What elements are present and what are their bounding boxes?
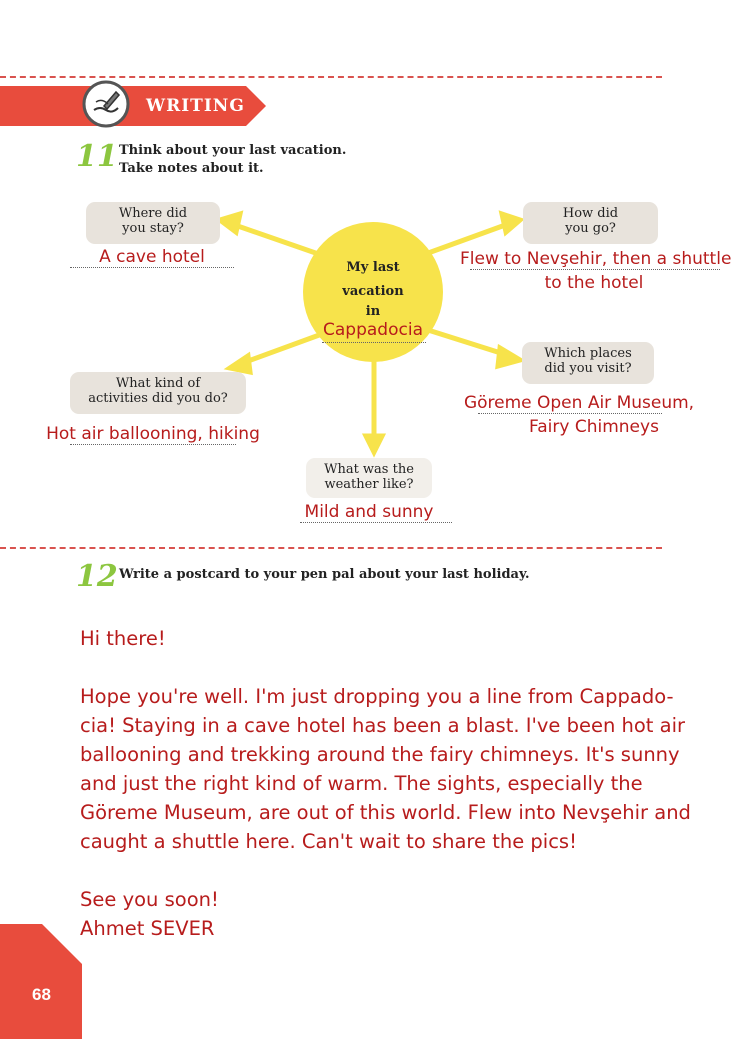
question-line: you go? — [565, 221, 616, 236]
postcard-line: and just the right kind of warm. The sights, especially the — [80, 772, 643, 795]
instruction-line: Take notes about it. — [119, 161, 264, 176]
postcard-signature: Ahmet SEVER — [80, 917, 215, 940]
question-line: What kind of — [115, 376, 201, 391]
arrow-go-head — [502, 214, 520, 232]
postcard-line — [80, 653, 720, 682]
middle-divider — [0, 547, 662, 549]
section-title: WRITING — [146, 96, 245, 116]
center-answer: Cappadocia — [323, 320, 423, 340]
instruction-line: Think about your last vacation. — [119, 143, 347, 158]
question-line: Where did — [118, 206, 188, 221]
question-line: did you visit? — [544, 361, 632, 376]
question-line: What was the — [324, 462, 414, 477]
postcard-line: cia! Staying in a cave hotel has been a blast. I've been hot air — [80, 714, 686, 737]
answer-places-line1: Göreme Open Air Museum, — [463, 393, 695, 413]
center-label — [303, 256, 443, 320]
arrow-weather-head — [366, 436, 382, 452]
question-bubble-places — [522, 342, 654, 384]
answer-go-line2: to the hotel — [544, 273, 644, 293]
postcard-text — [80, 624, 720, 943]
postcard-greeting: Hi there! — [80, 627, 166, 650]
postcard-closing: See you soon! — [80, 888, 219, 911]
question-bubble-stay — [86, 202, 220, 244]
answer-places-line2: Fairy Chimneys — [529, 417, 659, 437]
postcard-line: ballooning and trekking around the fairy chimneys. It's sunny — [80, 743, 680, 766]
question-line: How did — [562, 206, 619, 221]
postcard-line — [80, 856, 720, 885]
question-line: you stay? — [122, 221, 184, 236]
question-line: activities did you do? — [88, 391, 228, 406]
page-corner-tab — [0, 924, 82, 1039]
arrow-stay-head — [220, 214, 240, 232]
answer-weather: Mild and sunny — [304, 502, 434, 522]
postcard-line: Hope you're well. I'm just dropping you a line from Cappado- — [80, 685, 674, 708]
answer-underline — [470, 269, 720, 270]
page-number: 68 — [32, 985, 51, 1004]
question-line: Which places — [544, 346, 632, 361]
center-label-line: vacation — [342, 284, 404, 299]
exercise-instruction: Write a postcard to your pen pal about your last holiday. — [119, 567, 530, 582]
center-label-line: My last — [346, 260, 400, 275]
postcard-line: Göreme Museum, are out of this world. Flew into Nevşehir and — [80, 801, 691, 824]
answer-go-line1: Flew to Nevşehir, then a shuttle — [460, 249, 732, 269]
answer-stay: A cave hotel — [99, 247, 205, 267]
postcard-line: caught a shuttle here. Can't wait to share the pics! — [80, 830, 577, 853]
question-bubble-activities — [70, 372, 246, 414]
question-line: weather like? — [324, 477, 414, 492]
question-bubble-weather — [306, 458, 432, 498]
answer-activities: Hot air ballooning, hiking — [46, 424, 260, 444]
answer-underline — [70, 444, 236, 445]
answer-underline — [322, 342, 426, 343]
question-bubble-go — [523, 202, 658, 244]
arrow-visit-head — [498, 348, 520, 366]
answer-underline — [70, 267, 234, 268]
answer-underline — [478, 413, 662, 414]
exercise-number: 11 — [76, 139, 118, 174]
arrow-activities-head — [230, 356, 250, 372]
center-label-line: in — [365, 304, 381, 319]
exercise-number: 12 — [76, 559, 118, 594]
answer-underline — [300, 522, 452, 523]
